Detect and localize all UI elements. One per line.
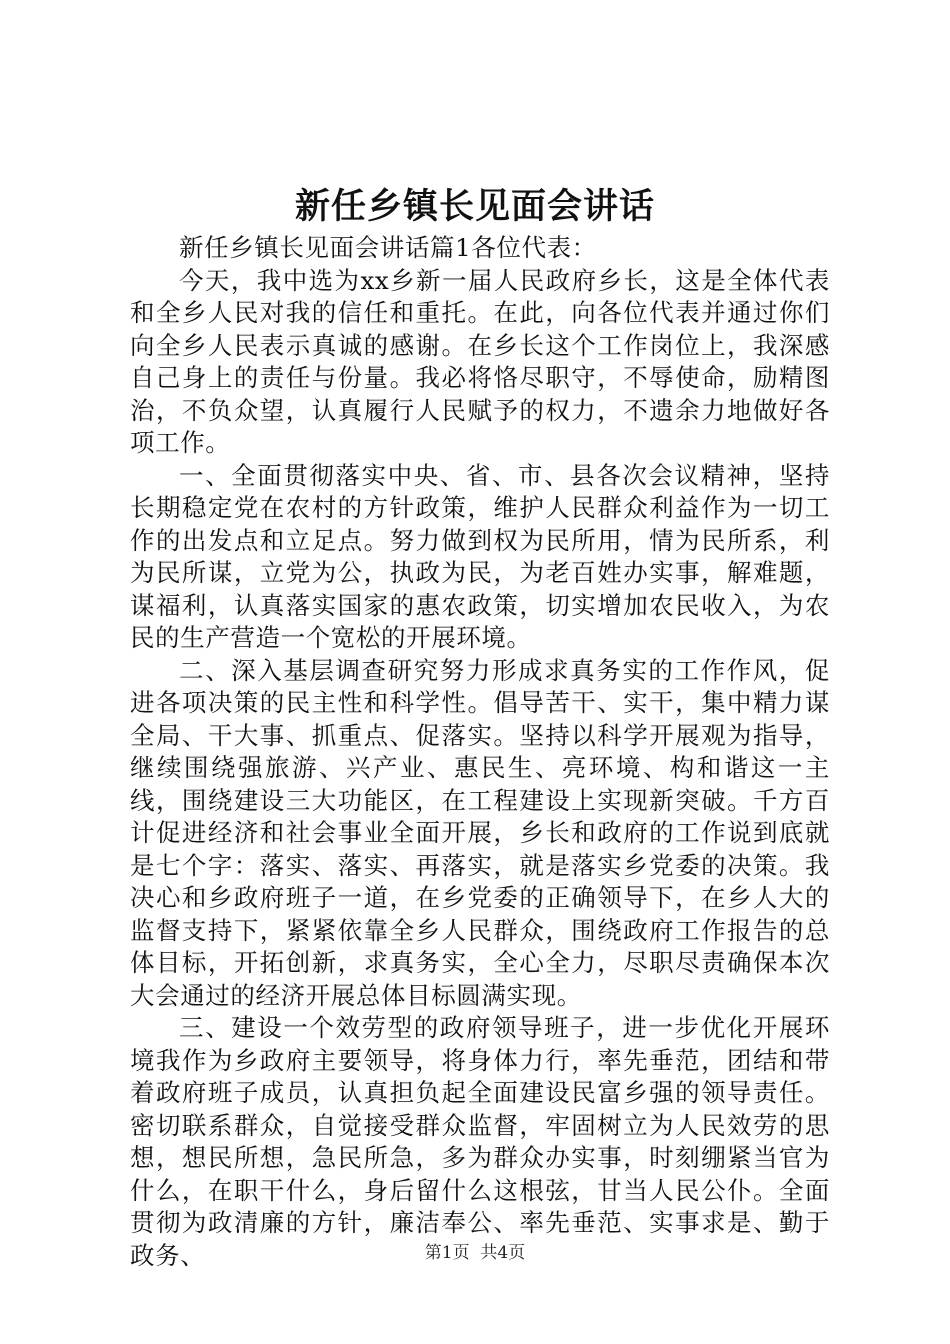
paragraph-opening: 今天，我中选为xx乡新一届人民政府乡长，这是全体代表和全乡人民对我的信任和重托。在此，向各位代表并通过你们向全乡人民表示真诚的感谢。在乡长这个工作岗位上，我深感自己身上的责任与份量。我必将恪尽职守，不辱使命，励精图治，不负众望，认真履行人民赋予的权力，不遗余力地做好各项工作。: [130, 265, 830, 457]
page-number: 第1页: [424, 1243, 470, 1263]
paragraph-point-one: 一、全面贯彻落实中央、省、市、县各次会议精神，坚持长期稳定党在农村的方针政策，维护人民群众利益作为一切工作的出发点和立足点。努力做到权为民所用，情为民所系，利为民所谋，立党为公，执政为民，为老百姓办实事，解难题，谋福利，认真落实国家的惠农政策，切实增加农民收入，为农民的生产营造一个宽松的开展环境。: [130, 460, 830, 652]
document-body: [130, 232, 830, 1272]
paragraph-point-three: 三、建设一个效劳型的政府领导班子，进一步优化开展环境我作为乡政府主要领导，将身体力行，率先垂范，团结和带着政府班子成员，认真担负起全面建设民富乡强的领导责任。密切联系群众，自觉接受群众监督，牢固树立为人民效劳的思想，想民所想，急民所急，多为群众办实事，时刻绷紧当官为什么，在职干什么，身后留什么这根弦，甘当人民公仆。全面贯彻为政清廉的方针，廉洁奉公、率先垂范、实事求是、勤于政务、: [130, 1013, 830, 1270]
document-title: 新任乡镇长见面会讲话: [294, 186, 655, 227]
paragraph-intro: 新任乡镇长见面会讲话篇1各位代表：: [179, 233, 597, 262]
page-footer: [0, 1241, 950, 1265]
page-total: 共4页: [480, 1243, 526, 1263]
paragraph-point-two: 二、深入基层调查研究努力形成求真务实的工作作风，促进各项决策的民主性和科学性。倡导苦干、实干，集中精力谋全局、干大事、抓重点、促落实。坚持以科学开展观为指导，继续围绕强旅游、兴产业、惠民生、亮环境、构和谐这一主线，围绕建设三大功能区，在工程建设上实现新突破。千方百计促进经济和社会事业全面开展，乡长和政府的工作说到底就是七个字：落实、落实、再落实，就是落实乡党委的决策。我决心和乡政府班子一道，在乡党委的正确领导下，在乡人大的监督支持下，紧紧依靠全乡人民群众，围绕政府工作报告的总体目标，开拓创新，求真务实，全心全力，尽职尽责确保本次大会通过的经济开展总体目标圆满实现。: [130, 655, 830, 1010]
